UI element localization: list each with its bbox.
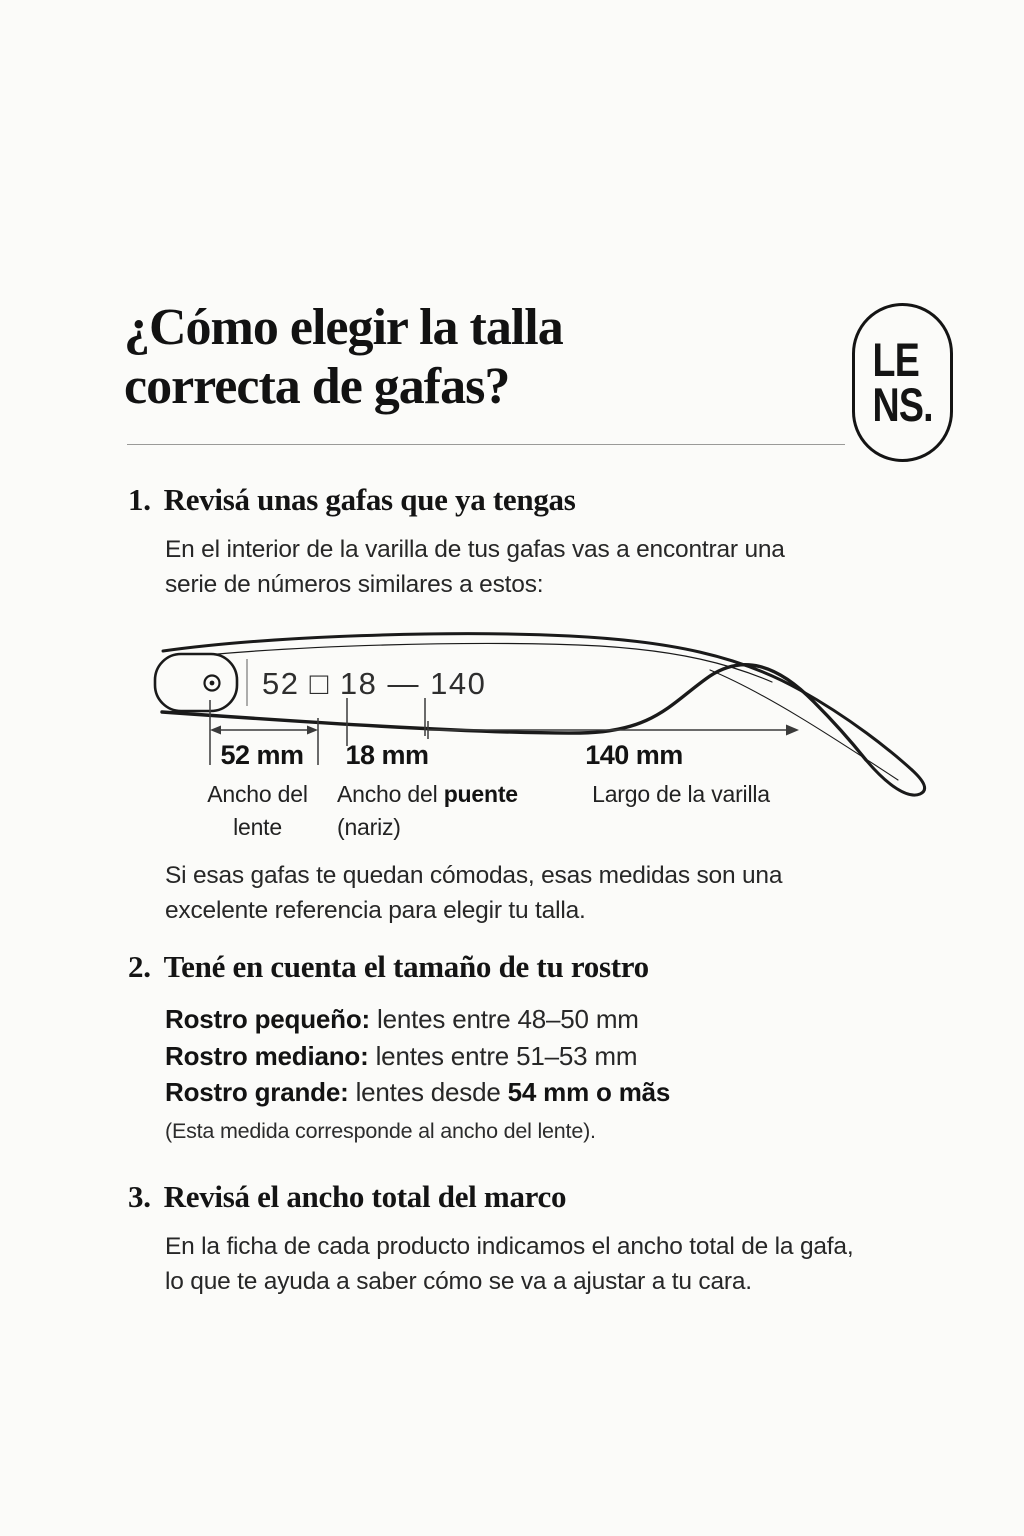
face-size-row-small	[165, 1001, 670, 1038]
header-divider	[127, 444, 845, 445]
section-3-paragraph-line2: lo que te ayuda a saber cómo se va a ajustar a tu cara.	[165, 1268, 752, 1295]
section-1-paragraph-line1: En el interior de la varilla de tus gafas vas a encontrar una	[165, 536, 785, 563]
section-1-note	[165, 858, 782, 928]
logo-line1: LE	[872, 333, 919, 387]
section-2-heading	[128, 949, 649, 985]
face-size-row-large	[165, 1074, 670, 1111]
face-size-list	[165, 1001, 670, 1111]
temple-length-label: Largo de la varilla	[592, 781, 770, 807]
section-1-number: 1.	[128, 482, 151, 517]
lens-width-label-line1: Ancho del	[207, 781, 308, 807]
temple-engraving: 52 □ 18 — 140	[262, 666, 487, 701]
face-size-footnote: (Esta medida corresponde al ancho del lente).	[165, 1119, 596, 1143]
face-size-large-range: lentes desde	[348, 1077, 508, 1107]
section-2-title: Tené en cuenta el tamaño de tu rostro	[163, 949, 649, 984]
section-1-title: Revisá unas gafas que ya tengas	[163, 482, 576, 517]
lens-width-dimension-arrow	[210, 726, 318, 735]
face-size-large-label: Rostro grande:	[165, 1077, 349, 1107]
page-title-line2: correcta de gafas?	[124, 358, 510, 415]
section-3-paragraph	[165, 1229, 853, 1299]
bridge-width-value: 18 mm	[345, 740, 429, 770]
hinge-cap	[155, 654, 237, 711]
bridge-width-label-line1	[337, 778, 567, 811]
section-1-heading	[128, 482, 576, 518]
logo-line2: NS.	[872, 377, 933, 431]
section-1-note-line1: Si esas gafas te quedan cómodas, esas medidas son una	[165, 862, 783, 889]
lens-width-label-line2: lente	[233, 814, 282, 840]
section-3-paragraph-line1: En la ficha de cada producto indicamos el ancho total de la gafa,	[165, 1233, 854, 1260]
section-3-heading	[128, 1179, 566, 1215]
face-size-small-label: Rostro pequeño:	[165, 1004, 370, 1034]
lens-width-label	[185, 778, 330, 844]
bridge-width-label	[337, 778, 567, 844]
face-size-large-tail: 54 mm o mãs	[507, 1077, 671, 1107]
temple-length-dimension-arrow	[428, 721, 799, 739]
section-2-number: 2.	[128, 949, 151, 984]
face-size-row-medium	[165, 1038, 670, 1075]
section-3-number: 3.	[128, 1179, 151, 1214]
section-1-paragraph	[165, 532, 785, 602]
page-title-line1: ¿Cómo elegir la talla	[124, 299, 563, 356]
bridge-label-pre: Ancho del	[337, 781, 444, 807]
bridge-width-label-line2: (nariz)	[337, 814, 401, 840]
lens-width-value: 52 mm	[220, 740, 304, 770]
face-size-medium-label: Rostro mediano:	[165, 1040, 369, 1071]
temple-length-value: 140 mm	[585, 740, 683, 770]
lens-brand-logo-text	[872, 333, 933, 431]
glasses-measurements-diagram	[150, 618, 940, 858]
section-1-paragraph-line2: serie de números similares a estos:	[165, 571, 544, 598]
section-3-title: Revisá el ancho total del marco	[163, 1179, 567, 1214]
face-size-small-range: lentes entre 48–50 mm	[370, 1004, 639, 1034]
bridge-label-bold: puente	[443, 781, 518, 807]
page-title	[124, 298, 563, 416]
section-1-note-line2: excelente referencia para elegir tu talla.	[165, 897, 586, 924]
lens-brand-logo	[852, 303, 953, 462]
face-size-medium-range: lentes entre 51–53 mm	[368, 1040, 638, 1071]
